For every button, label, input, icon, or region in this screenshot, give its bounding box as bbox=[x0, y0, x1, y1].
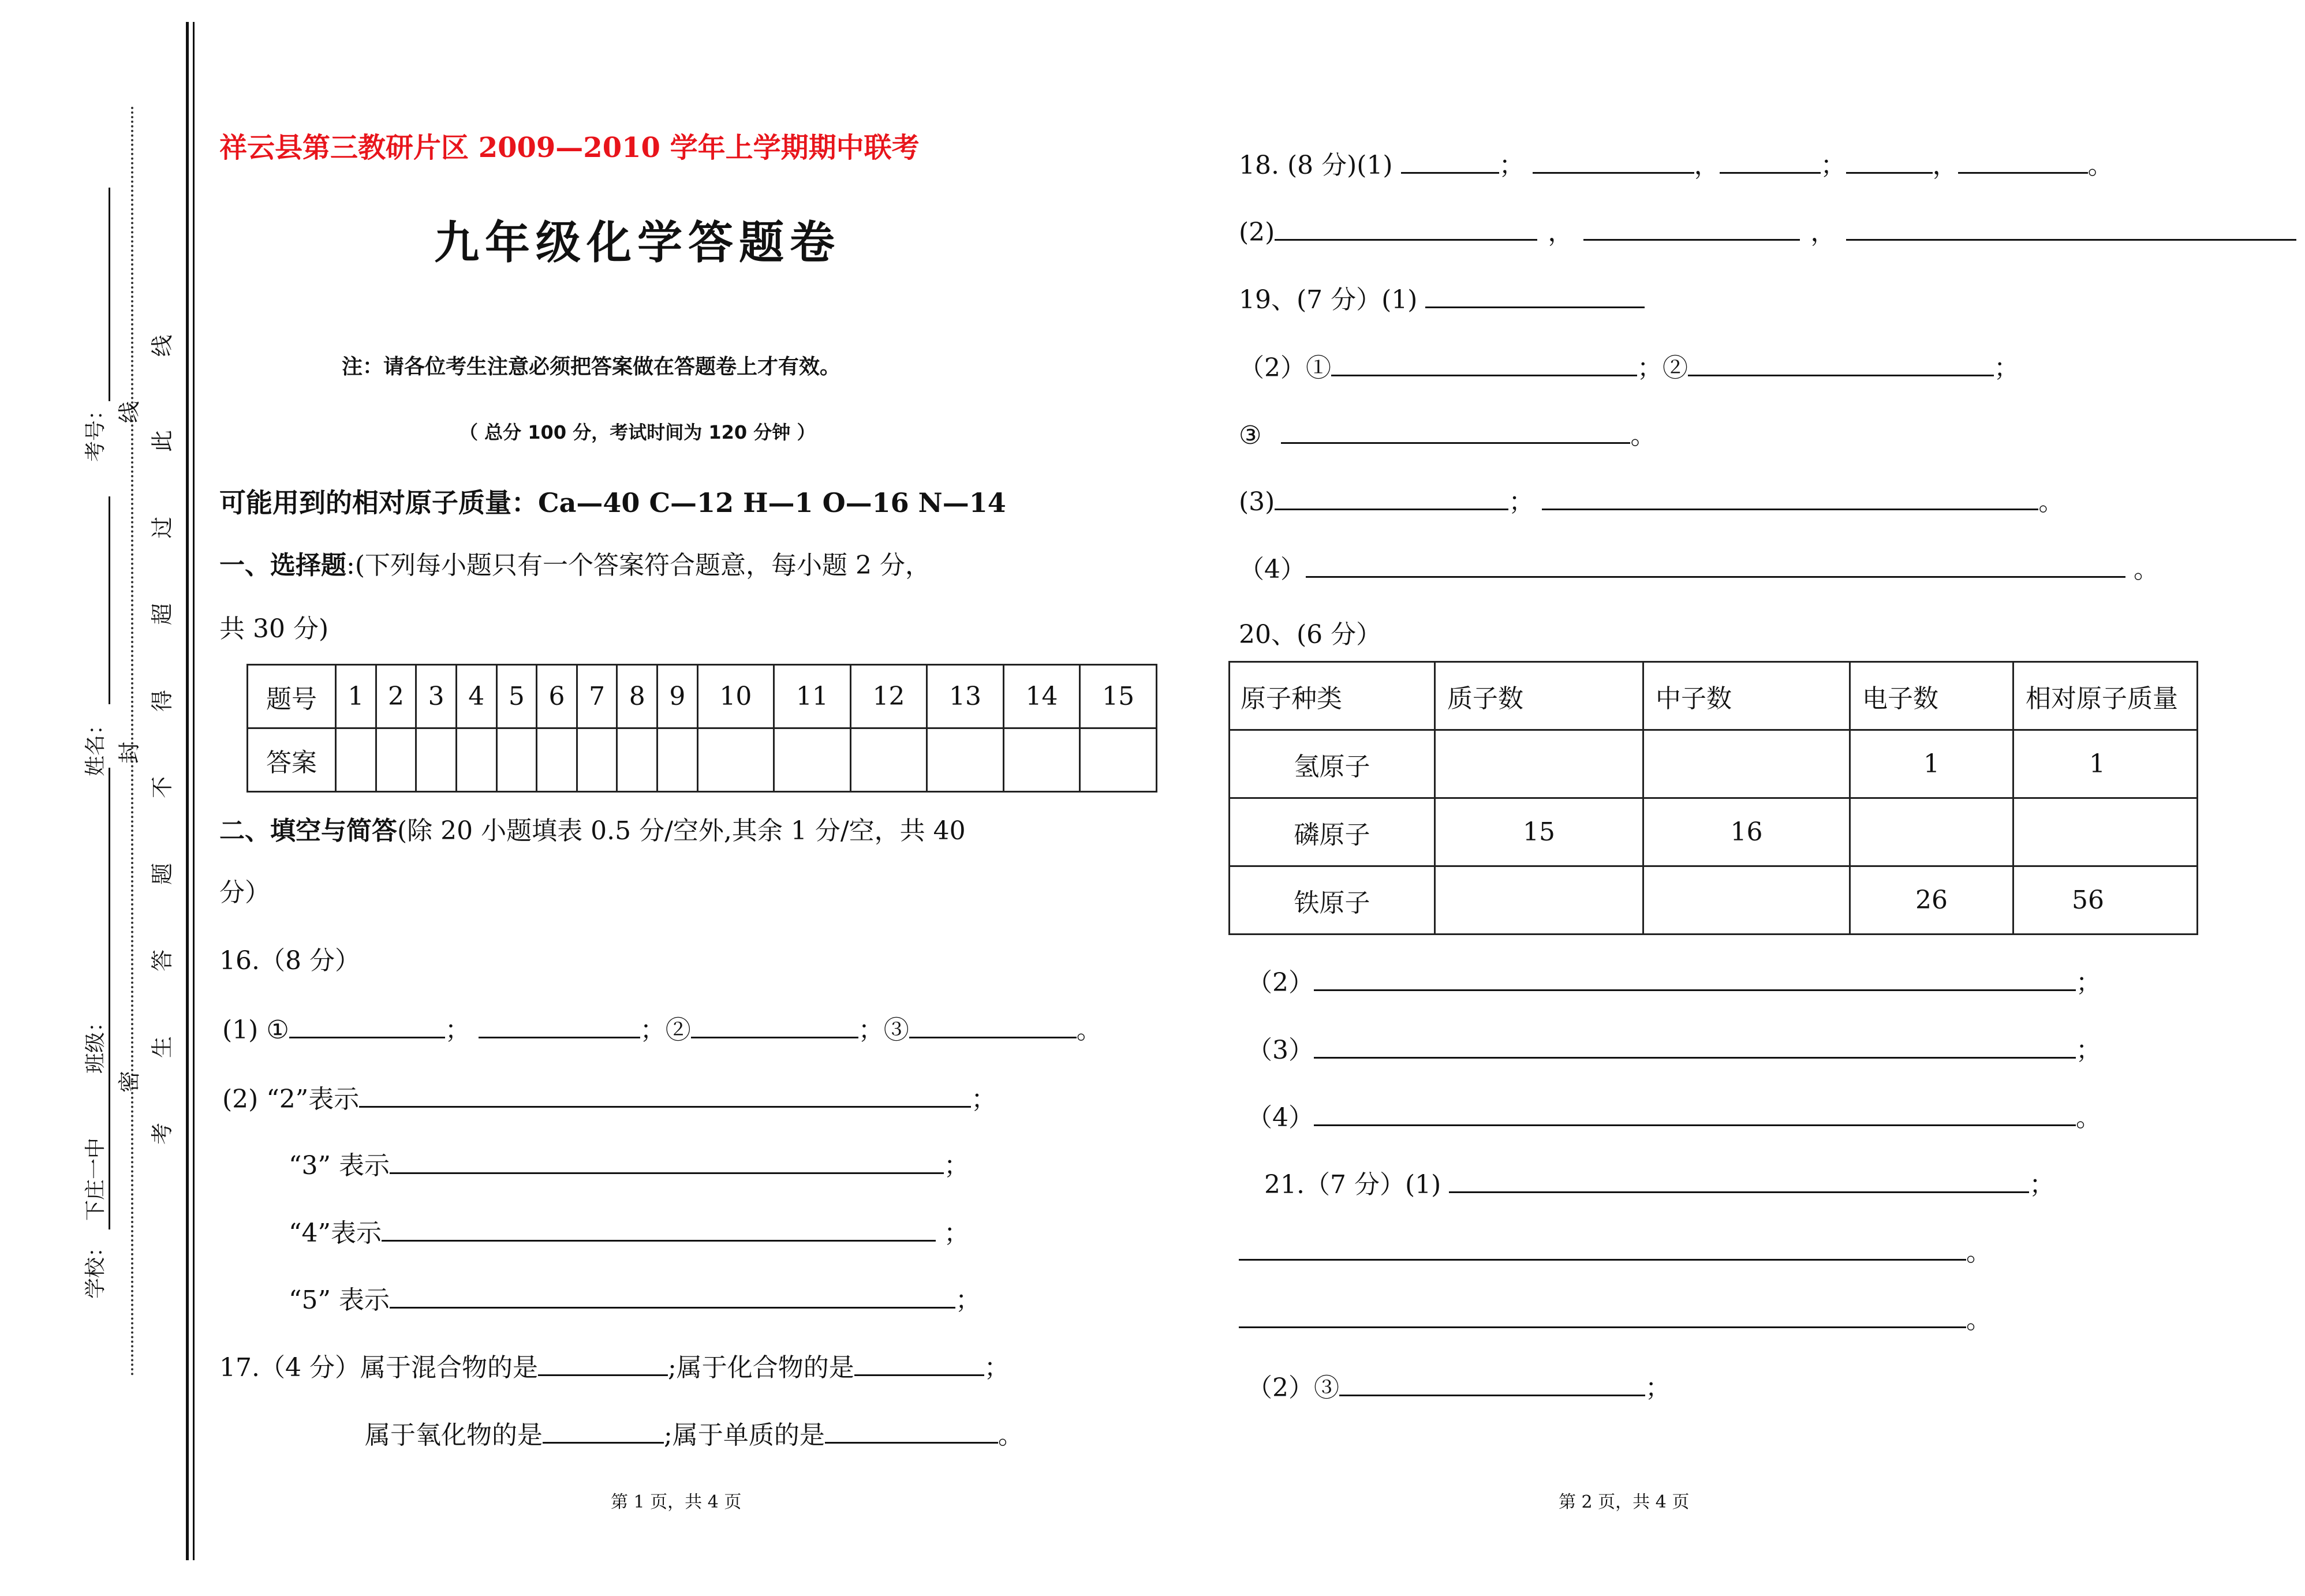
q20-cell[interactable] bbox=[2013, 798, 2198, 866]
q16-head: 16.（8 分） bbox=[219, 946, 360, 975]
answer-blank[interactable] bbox=[538, 1354, 668, 1376]
q19-l3-label: ③ bbox=[1239, 421, 1262, 450]
q16-p1-label: (1) ① bbox=[222, 1015, 289, 1045]
q16-l4-label: “4”表示 bbox=[289, 1219, 382, 1248]
choice-num: 1 bbox=[336, 665, 376, 728]
q20-semi: ； bbox=[2076, 968, 2101, 997]
class-label: 班级： bbox=[84, 1011, 107, 1074]
q19-l2-sep: ；② bbox=[1637, 353, 1688, 383]
warn-char: 得 bbox=[150, 689, 175, 712]
q20-l4-label: （4） bbox=[1247, 1103, 1314, 1132]
exam-no-label: 考号： bbox=[84, 399, 107, 462]
answer-blank[interactable] bbox=[1314, 1104, 2076, 1126]
choice-num: 4 bbox=[456, 665, 496, 728]
q20-col-header: 原子种类 bbox=[1230, 662, 1435, 730]
q19-line4 bbox=[1239, 488, 2064, 515]
atomic-masses: 可能用到的相对原子质量：Ca—40 C—12 H—1 O—16 N—14 bbox=[219, 487, 1006, 518]
q16-part2-5 bbox=[289, 1286, 981, 1313]
q20-line4 bbox=[1247, 1104, 2101, 1131]
q16-l5-label: “5” 表示 bbox=[289, 1285, 390, 1315]
q18-line2 bbox=[1239, 218, 2296, 245]
section1-title-rest: :(下列每小题只有一个答案符合题意，每小题 2 分， bbox=[346, 551, 931, 580]
q17-line2 bbox=[365, 1421, 1023, 1448]
q17-oxide-label: 属于氧化物的是 bbox=[365, 1421, 543, 1450]
q20-table bbox=[1228, 661, 2198, 935]
q20-line3 bbox=[1247, 1036, 2101, 1063]
answer-blank[interactable] bbox=[1583, 218, 1800, 241]
q19-l5-end: 。 bbox=[2134, 555, 2159, 584]
q20-cell: 16 bbox=[1643, 798, 1850, 866]
answer-cell[interactable] bbox=[577, 728, 617, 792]
choice-num: 8 bbox=[617, 665, 657, 728]
q18-label: 18. (8 分)(1) bbox=[1239, 151, 1393, 180]
answer-blank[interactable] bbox=[691, 1016, 858, 1038]
warn-char: 答 bbox=[150, 949, 175, 972]
answer-cell[interactable] bbox=[774, 728, 851, 792]
section1-title bbox=[219, 553, 931, 578]
q16-sep: ； bbox=[444, 1015, 470, 1045]
answer-cell[interactable] bbox=[1003, 728, 1080, 792]
q19-line2 bbox=[1239, 354, 2019, 381]
choice-num: 9 bbox=[657, 665, 698, 728]
q20-col-header: 电子数 bbox=[1850, 662, 2013, 730]
q21-semi: ； bbox=[1645, 1373, 1671, 1403]
q20-l2-label: （2） bbox=[1247, 968, 1314, 997]
q19-l4-sep: ； bbox=[1508, 487, 1534, 517]
name-label: 姓名： bbox=[84, 713, 107, 776]
q16-l3-label: “3” 表示 bbox=[289, 1151, 390, 1180]
q20-head: 20、(6 分） bbox=[1239, 620, 1382, 649]
q19-l3-end: 。 bbox=[1630, 421, 1656, 450]
q20-cell[interactable] bbox=[1435, 730, 1643, 798]
warn-char: 不 bbox=[150, 776, 175, 799]
warn-char: 生 bbox=[150, 1036, 175, 1059]
answer-blank[interactable] bbox=[1306, 555, 2125, 578]
school-underline bbox=[109, 768, 110, 1229]
section2-title bbox=[219, 818, 966, 844]
answer-cell[interactable] bbox=[927, 728, 1004, 792]
answer-cell[interactable] bbox=[697, 728, 774, 792]
seal-char-mi: 密 bbox=[117, 1070, 143, 1093]
q19-line5 bbox=[1239, 555, 2159, 582]
answer-blank[interactable] bbox=[854, 1354, 984, 1376]
answer-cell[interactable] bbox=[496, 728, 537, 792]
section2-title-bold: 二、填空与简答 bbox=[219, 816, 397, 846]
q19-l5-label: （4） bbox=[1239, 555, 1306, 584]
q20-end: 。 bbox=[2076, 1103, 2101, 1132]
score-time: （ 总分 100 分，考试时间为 120 分钟 ） bbox=[459, 421, 816, 443]
q17-end: ； bbox=[984, 1353, 1010, 1382]
exam-no-underline bbox=[109, 188, 110, 401]
q20-row-iron bbox=[1230, 866, 2198, 935]
binding-line-thin bbox=[193, 22, 195, 1560]
page-footer-1: 第 1 页，共 4 页 bbox=[611, 1492, 742, 1512]
warn-char: 题 bbox=[150, 862, 175, 885]
answer-blank[interactable] bbox=[1846, 151, 1933, 174]
answer-blank[interactable] bbox=[382, 1219, 936, 1242]
q17-end: 。 bbox=[998, 1421, 1023, 1450]
q20-atom-name: 氢原子 bbox=[1230, 730, 1435, 798]
choice-row-header: 题号 bbox=[248, 665, 336, 728]
q17-compound-label: ;属于化合物的是 bbox=[667, 1353, 854, 1382]
answer-blank[interactable] bbox=[1275, 218, 1537, 241]
section2-title-rest: (除 20 小题填表 0.5 分/空外,其余 1 分/空，共 40 bbox=[397, 816, 966, 846]
q18-semi: ； bbox=[1820, 151, 1846, 180]
choice-row-answer: 答案 bbox=[248, 728, 336, 792]
q20-col-header: 中子数 bbox=[1643, 662, 1850, 730]
school-value: 下庄一中 bbox=[84, 1137, 107, 1221]
choice-num: 6 bbox=[537, 665, 577, 728]
name-underline bbox=[109, 496, 110, 704]
q18-line1 bbox=[1239, 151, 2113, 178]
q18-comma: ， bbox=[1694, 151, 1720, 180]
warn-char: 此 bbox=[150, 429, 175, 453]
q20-cell[interactable] bbox=[1643, 730, 1850, 798]
q20-cell: 26 bbox=[1850, 866, 2013, 935]
answer-cell[interactable] bbox=[657, 728, 698, 792]
choice-num: 3 bbox=[416, 665, 457, 728]
choice-num: 10 bbox=[697, 665, 774, 728]
school-label: 学校： bbox=[84, 1236, 107, 1299]
answer-blank[interactable] bbox=[359, 1085, 971, 1108]
q16-sep: ；② bbox=[640, 1015, 691, 1045]
choice-num: 15 bbox=[1080, 665, 1157, 728]
section2-title-line2: 分） bbox=[219, 878, 270, 907]
q20-l3-label: （3） bbox=[1247, 1036, 1314, 1065]
warn-char: 超 bbox=[150, 603, 175, 626]
answer-blank[interactable] bbox=[1339, 1374, 1645, 1396]
q16-part1 bbox=[222, 1016, 1102, 1043]
q20-cell: 15 bbox=[1435, 798, 1643, 866]
choice-num: 7 bbox=[577, 665, 617, 728]
answer-blank[interactable] bbox=[1449, 1171, 2029, 1193]
q20-cell[interactable] bbox=[1435, 866, 1643, 935]
q19-line3 bbox=[1239, 421, 1656, 448]
answer-cell[interactable] bbox=[1080, 728, 1157, 792]
answer-blank[interactable] bbox=[390, 1152, 944, 1174]
answer-blank[interactable] bbox=[479, 1016, 640, 1038]
choice-num: 13 bbox=[927, 665, 1004, 728]
choice-answer-table bbox=[246, 664, 1157, 793]
q21-semi: ； bbox=[2029, 1170, 2055, 1199]
q20-header-row bbox=[1230, 662, 2198, 730]
answer-cell[interactable] bbox=[850, 728, 927, 792]
answer-cell[interactable] bbox=[336, 728, 376, 792]
answer-cell[interactable] bbox=[537, 728, 577, 792]
exam-title: 祥云县第三教研片区 2009—2010 学年上学期期中联考 bbox=[219, 132, 920, 164]
q21-label: 21.（7 分）(1) bbox=[1264, 1170, 1441, 1199]
q19-label: 19、(7 分）(1) bbox=[1239, 285, 1418, 315]
answer-blank[interactable] bbox=[1314, 1036, 2076, 1059]
answer-blank[interactable] bbox=[1846, 218, 2296, 241]
answer-cell[interactable] bbox=[416, 728, 457, 792]
q19-l2-end: ； bbox=[1994, 353, 2019, 383]
answer-blank[interactable] bbox=[390, 1286, 955, 1309]
q20-cell[interactable] bbox=[1850, 798, 2013, 866]
q16-p2-label: (2) “2”表示 bbox=[222, 1085, 360, 1114]
q18-end: 。 bbox=[2087, 151, 2113, 180]
q16-semi: ； bbox=[971, 1085, 997, 1114]
answer-blank[interactable] bbox=[289, 1016, 445, 1038]
warn-char: 线 bbox=[150, 334, 175, 357]
q21-l4-label: （2）③ bbox=[1247, 1373, 1339, 1403]
q17-line1 bbox=[219, 1354, 1010, 1381]
q19-l4-end: 。 bbox=[2038, 487, 2064, 517]
q21-line1 bbox=[1264, 1171, 2054, 1198]
q20-semi: ； bbox=[2076, 1036, 2101, 1065]
seal-char-xian: 线 bbox=[117, 401, 143, 424]
choice-num: 11 bbox=[774, 665, 851, 728]
answer-blank[interactable] bbox=[1958, 151, 2088, 174]
answer-cell[interactable] bbox=[456, 728, 496, 792]
q20-col-header: 质子数 bbox=[1435, 662, 1643, 730]
choice-answer-row bbox=[248, 728, 1157, 792]
answer-blank[interactable] bbox=[1314, 969, 2076, 991]
choice-num: 5 bbox=[496, 665, 537, 728]
answer-blank[interactable] bbox=[1688, 354, 1994, 376]
answer-blank[interactable] bbox=[1425, 286, 1645, 308]
answer-blank[interactable] bbox=[1331, 354, 1637, 376]
answer-blank[interactable] bbox=[1720, 151, 1821, 174]
q19-line1 bbox=[1239, 286, 1645, 313]
q19-l2-label: （2）① bbox=[1239, 353, 1331, 383]
q20-col-header: 相对原子质量 bbox=[2013, 662, 2198, 730]
q17-element-label: ;属于单质的是 bbox=[664, 1421, 825, 1450]
q21-end: 。 bbox=[1966, 1238, 1992, 1267]
choice-num: 12 bbox=[850, 665, 927, 728]
q18-comma: ， bbox=[1810, 218, 1836, 247]
answer-blank[interactable] bbox=[1239, 1238, 1966, 1261]
section1-title-line2: 共 30 分) bbox=[219, 614, 329, 644]
q16-semi: ； bbox=[955, 1285, 981, 1315]
q21-line2 bbox=[1239, 1238, 1992, 1265]
q20-cell[interactable] bbox=[1643, 866, 1850, 935]
q21-line3 bbox=[1239, 1306, 1992, 1333]
q21-end: 。 bbox=[1966, 1305, 1992, 1335]
answer-blank[interactable] bbox=[1533, 151, 1694, 174]
note-text: 注：请各位考生注意必须把答案做在答题卷上才有效。 bbox=[342, 355, 841, 379]
q20-cell: 1 bbox=[2013, 730, 2198, 798]
q20-cell: 1 bbox=[1850, 730, 2013, 798]
q20-row-hydrogen bbox=[1230, 730, 2198, 798]
answer-blank[interactable] bbox=[909, 1016, 1077, 1038]
answer-blank[interactable] bbox=[825, 1421, 998, 1444]
q18-comma: ， bbox=[1932, 151, 1958, 180]
q21-line4 bbox=[1247, 1374, 1671, 1401]
q19-l4-label: (3) bbox=[1239, 487, 1275, 517]
q20-atom-name: 磷原子 bbox=[1230, 798, 1435, 866]
answer-blank[interactable] bbox=[1239, 1306, 1966, 1328]
warn-char: 考 bbox=[150, 1122, 175, 1145]
binding-line-thick bbox=[186, 22, 189, 1560]
q18-semi: ； bbox=[1499, 151, 1525, 180]
warn-char: 过 bbox=[150, 516, 175, 539]
q16-part2-4 bbox=[289, 1219, 969, 1246]
answer-blank[interactable] bbox=[1275, 488, 1508, 510]
answer-blank[interactable] bbox=[1542, 488, 2038, 510]
q16-end: 。 bbox=[1076, 1015, 1102, 1045]
answer-cell[interactable] bbox=[617, 728, 657, 792]
choice-header-row bbox=[248, 665, 1157, 728]
page-footer-2: 第 2 页，共 4 页 bbox=[1559, 1492, 1690, 1512]
q20-atom-name: 铁原子 bbox=[1230, 866, 1435, 935]
q20-cell: 56 bbox=[2013, 866, 2198, 935]
paper-title: 九年级化学答题卷 bbox=[434, 216, 841, 269]
q16-semi: ； bbox=[943, 1151, 969, 1180]
seal-char-feng: 封 bbox=[117, 741, 143, 764]
answer-cell[interactable] bbox=[376, 728, 416, 792]
section1-title-bold: 一、选择题 bbox=[219, 551, 346, 580]
q16-part2-3 bbox=[289, 1152, 969, 1179]
q20-row-phosphorus bbox=[1230, 798, 2198, 866]
q16-part2-2 bbox=[222, 1085, 996, 1112]
answer-blank[interactable] bbox=[1401, 151, 1499, 174]
q16-sep: ；③ bbox=[858, 1015, 909, 1045]
q16-semi: ； bbox=[943, 1219, 969, 1248]
choice-num: 2 bbox=[376, 665, 416, 728]
answer-blank[interactable] bbox=[1281, 421, 1630, 444]
q20-line2 bbox=[1247, 969, 2101, 996]
q18-comma: ， bbox=[1548, 218, 1574, 247]
answer-blank[interactable] bbox=[543, 1421, 664, 1444]
q18-l2-label: (2) bbox=[1239, 218, 1275, 247]
choice-num: 14 bbox=[1003, 665, 1080, 728]
q17-mixture-label: 17.（4 分）属于混合物的是 bbox=[219, 1353, 538, 1382]
